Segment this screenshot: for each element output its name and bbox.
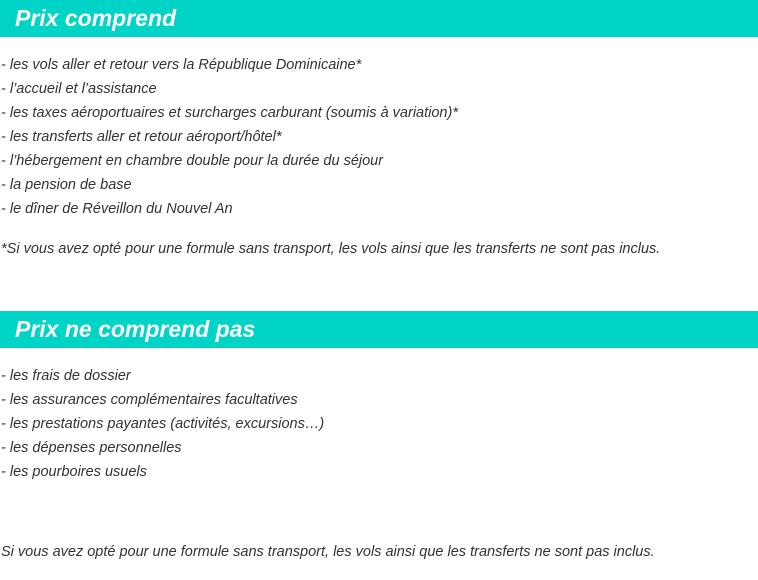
price-excludes-title: Prix ne comprend pas [15,316,256,342]
list-item: - les prestations payantes (activités, excursions…) [1,416,325,432]
list-item: - les pourboires usuels [1,464,147,480]
price-includes-list [1,53,458,221]
list-item: - les assurances complémentaires facultatives [1,392,298,408]
price-includes-title: Prix comprend [15,5,177,31]
list-item: - les dépenses personnelles [1,440,182,456]
list-item: - les vols aller et retour vers la République Dominicaine* [1,57,362,73]
price-excludes-footnote: Si vous avez opté pour une formule sans transport, les vols ainsi que les transferts ne sont pas inclus. [1,544,655,560]
price-includes-footnote: *Si vous avez opté pour une formule sans transport, les vols ainsi que les transferts ne sont pas inclus. [1,241,661,257]
price-includes-header [0,0,758,37]
list-item: - la pension de base [1,177,132,193]
list-item: - l’accueil et l’assistance [1,81,157,97]
list-item: - les transferts aller et retour aéroport/hôtel* [1,129,282,145]
list-item: - les frais de dossier [1,368,131,384]
list-item: - l’hébergement en chambre double pour la durée du séjour [1,153,384,169]
price-excludes-header [0,311,758,348]
price-excludes-list [1,364,324,484]
list-item: - le dîner de Réveillon du Nouvel An [1,201,233,217]
list-item: - les taxes aéroportuaires et surcharges carburant (soumis à variation)* [1,105,458,121]
